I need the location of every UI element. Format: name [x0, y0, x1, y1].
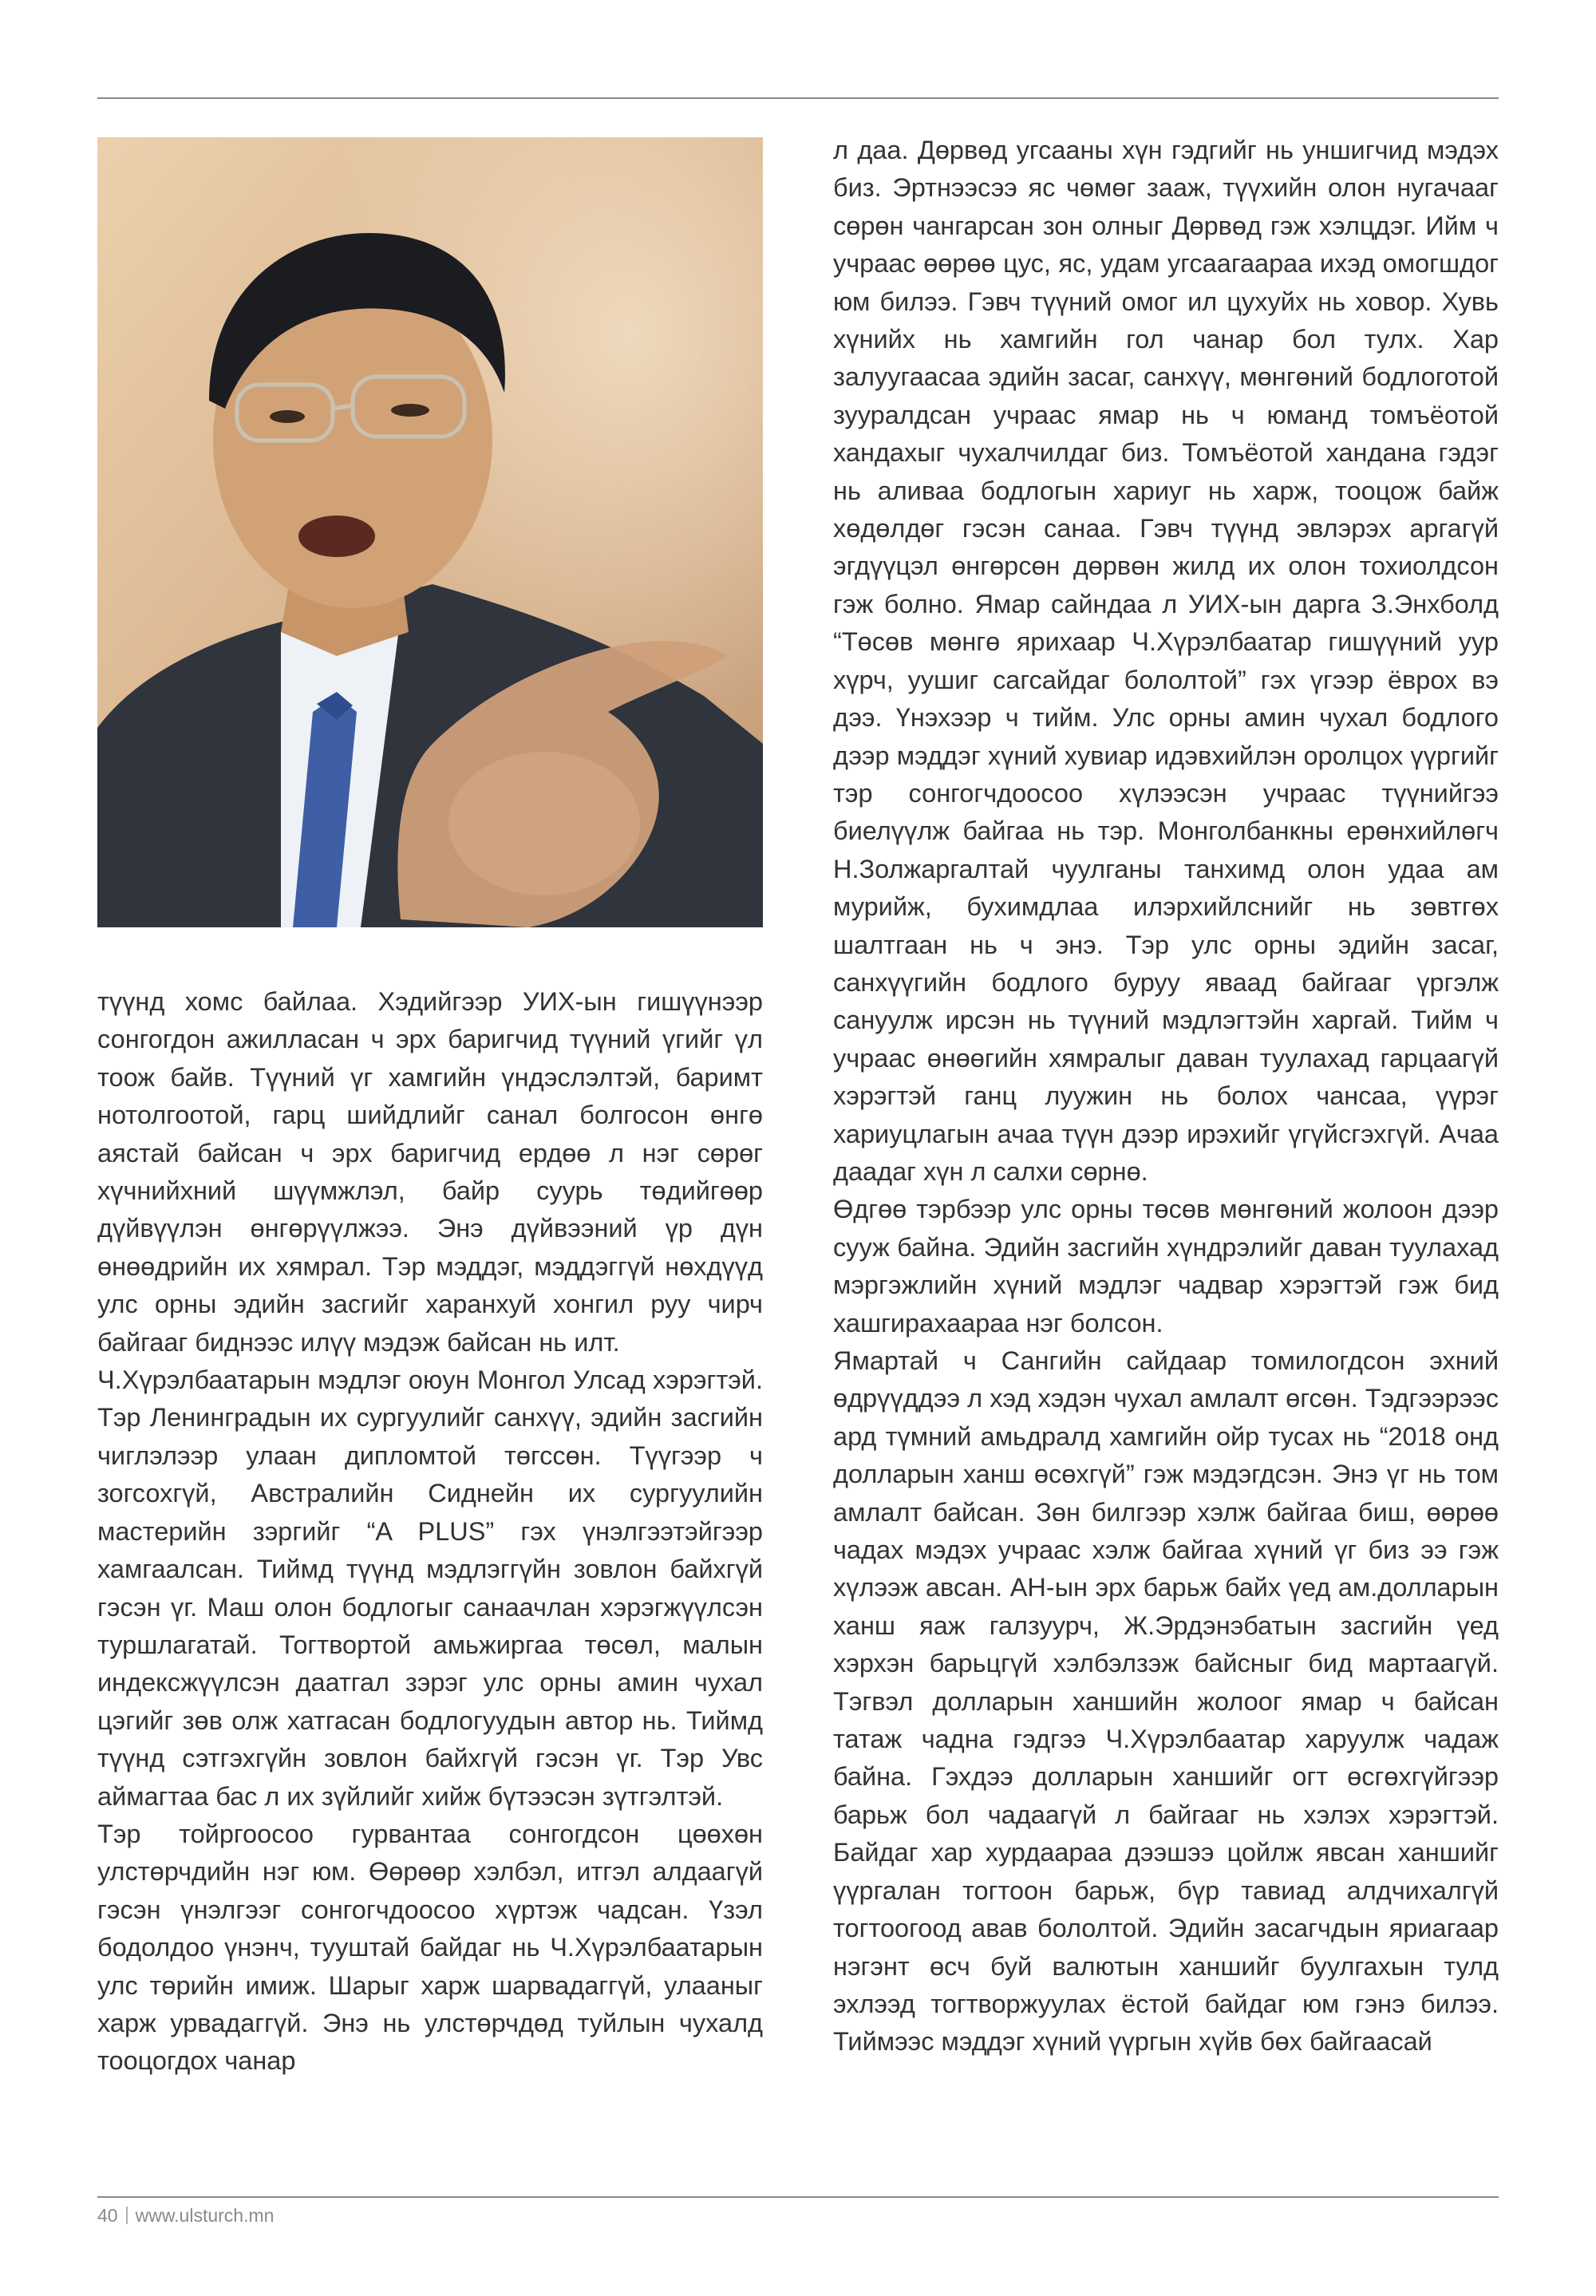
article-photo	[97, 137, 763, 927]
paragraph: түүнд хомс байлаа. Хэдийгээр УИХ-ын гишүүнээр сонгогдон ажилласан ч эрх баригчид түүний үгийг үл тоож байв. Түүний үг хамгийн үндэслэлтэй, баримт нотолгоотой, гарц шийдлийг санал болгосон өнгө аястай байсан ч эрх баригчид ердөө л нэг сөрөг хүчнийхний шүүмжлэл, байр суурь төдийгөөр дүйвүүлэн өнгөрүүлжээ. Энэ дүйвээний үр дүн өнөөдрийн их хямрал. Тэр мэддэг, мэддэггүй нөхдүүд улс орны эдийн засгийг харанхуй хонгил руу чирч байгааг биднээс илүү мэдэж байсан нь илт.	[97, 987, 763, 1357]
footer-separator	[126, 2207, 128, 2224]
paragraph: Ч.Хүрэлбаатарын мэдлэг оюун Монгол Улсад хэрэгтэй. Тэр Ленинградын их сургуулийг санхүү, эдийн засгийн чиглэлээр улаан дипломтой төгссөн. Түүгээр ч зогсохгүй, Австралийн Сиднейн их сургуулийн мастерийн зэргийг “A PLUS” гэх үнэлгээтэйгээр хамгаалсан. Тиймд түүнд мэдлэггүйн зовлон байхгүй гэсэн үг. Маш олон бодлогыг санаачлан хэрэгжүүлсэн туршлагатай. Тогтвортой амьжиргаа төсөл, малын индексжүүлсэн даатгал зэрэг улс орны амин чухал цэгийг зөв олж хатгасан бодлогуудын автор нь. Тиймд түүнд сэтгэхгүйн зовлон байхгүй гэсэн үг. Тэр Увс аймагтаа бас л их зүйлийг хийж бүтээсэн зүтгэлтэй.	[97, 1365, 763, 1811]
paragraph: л даа. Дөрвөд угсааны хүн гэдгийг нь уншигчид мэдэх биз. Эртнээсээ яс чөмөг зааж, түүхийн олон нугачааг сөрөн чангарсан зон олныг Дөрвөд гэж хэлцдэг. Ийм ч учраас өөрөө цус, яс, удам угсаагаараа ихэд омогшдог юм билээ. Гэвч түүний омог ил цухуйх нь ховор. Хувь хүнийх нь хамгийн гол чанар бол тулх. Хар залуугаасаа эдийн засаг, санхүү, мөнгөний бодлоготой зууралдсан учраас ямар нь ч юманд томъёотой хандахыг чухалчилдаг биз. Томъёотой хандана гэдэг нь аливаа бодлогын хариуг нь харж, тооцож байж хөдөлдөг гэсэн санаа. Гэвч түүнд эвлэрэх аргагүй эгдүүцэл өнгөрсөн дөрвөн жилд их олон тохиолдсон гэж болно. Ямар сайндаа л УИХ-ын дарга З.Энхболд “Төсөв мөнгө ярихаар Ч.Хүрэлбаатар гишүүний уур хүрч, уушиг сагсайдаг бололтой” гэх үгээр ёврох вэ дээ. Үнэхээр ч тийм. Улс орны амин чухал бодлого дээр мэддэг хүний хувиар идэвхийлэн оролцох үүргийг тэр сонгогчдоосоо хүлээсэн учраас түүнийгээ биелүүлж байгаа нь тэр. Монголбанкны ерөнхийлөгч Н.Золжаргалтай чуулганы танхимд олон удаа ам мурийж, бухимдлаа илэрхийлснийг нь зөвтгөх шалтгаан нь ч энэ. Тэр улс орны эдийн засаг, санхүүгийн бодлого буруу яваад байгааг үргэлж сануулж ирсэн нь түүний мэдлэгтэйн харгай. Тийм ч учраас өнөөгийн хямралыг даван туулахад гарцаагүй хэрэгтэй ганц луужин нь болох чансаа, үүрэг хариуцлагын ачаа түүн дээр ирэхийг үгүйсгэхгүй. Ачаа даадаг хүн л салхи сөрнө.	[833, 136, 1499, 1186]
right-text-column	[833, 132, 1499, 2061]
left-text-column	[97, 983, 763, 2081]
bottom-rule	[97, 2196, 1499, 2198]
speaking-man-illustration	[97, 137, 763, 927]
paragraph: Өдгөө тэрбээр улс орны төсөв мөнгөний жолоон дээр сууж байна. Эдийн засгийн хүндрэлийг даван туулахад мэргэжлийн хүний мэдлэг чадвар хэрэгтэй гэж бид хашгирахаараа нэг болсон.	[833, 1195, 1499, 1338]
top-rule	[97, 97, 1499, 99]
website-link[interactable]: www.ulsturch.mn	[135, 2205, 275, 2226]
paragraph: Тэр тойргоосоо гурвантаа сонгогдсон цөөхөн улстөрчдийн нэг юм. Өөрөөр хэлбэл, итгэл алдаагүй гэсэн үнэлгээг сонгогчдоосоо хүртэж чадсан. Үзэл бодолдоо үнэнч, тууштай байдаг нь Ч.Хүрэлбаатарын улс төрийн имиж. Шарыг харж шарвадаггүй, улааныг харж урвадаггүй. Энэ нь улстөрчдөд туйлын чухалд тооцогдох чанар	[97, 1819, 763, 2076]
page-number: 40	[97, 2205, 118, 2226]
page-footer	[97, 2205, 274, 2227]
paragraph: Ямартай ч Сангийн сайдаар томилогдсон эхний өдрүүддээ л хэд хэдэн чухал амлалт өгсөн. Тэдгээрээс ард түмний амьдралд хамгийн ойр тусах нь “2018 онд долларын ханш өсөхгүй” гэж мэдэгдсэн. Энэ үг нь том амлалт байсан. Зөн билгээр хэлж байгаа биш, өөрөө чадах мэдэх учраас хэлж байгаа хүний үг биз ээ гэж хүлээж авсан. АН-ын эрх барьж байх үед ам.долларын ханш яаж галзуурч, Ж.Эрдэнэбатын засгийн үед хэрхэн барьцгүй хэлбэлзэж байсныг бид мартаагүй. Тэгвэл долларын ханшийн жолоог ямар ч байсан татаж чадна гэдгээ Ч.Хүрэлбаатар харуулж чадаж байна. Гэхдээ долларын ханшийг огт өсгөхгүйгээр барьж бол чадаагүй л байгааг нь хэлэх хэрэгтэй. Байдаг хар хурдаараа дээшээ цойлж явсан ханшийг үүргалан тогтоон барьж, бүр тавиад алдчихалгүй тогтоогоод авав бололтой. Эдийн засагчдын яриагаар нэгэнт өсч буй валютын ханшийг буулгахын тулд эхлээд тогтворжуулах ёстой байдаг юм гэнэ билээ. Тиймээс мэддэг хүний үүргын хүйв бөх байгаасай	[833, 1346, 1499, 2057]
